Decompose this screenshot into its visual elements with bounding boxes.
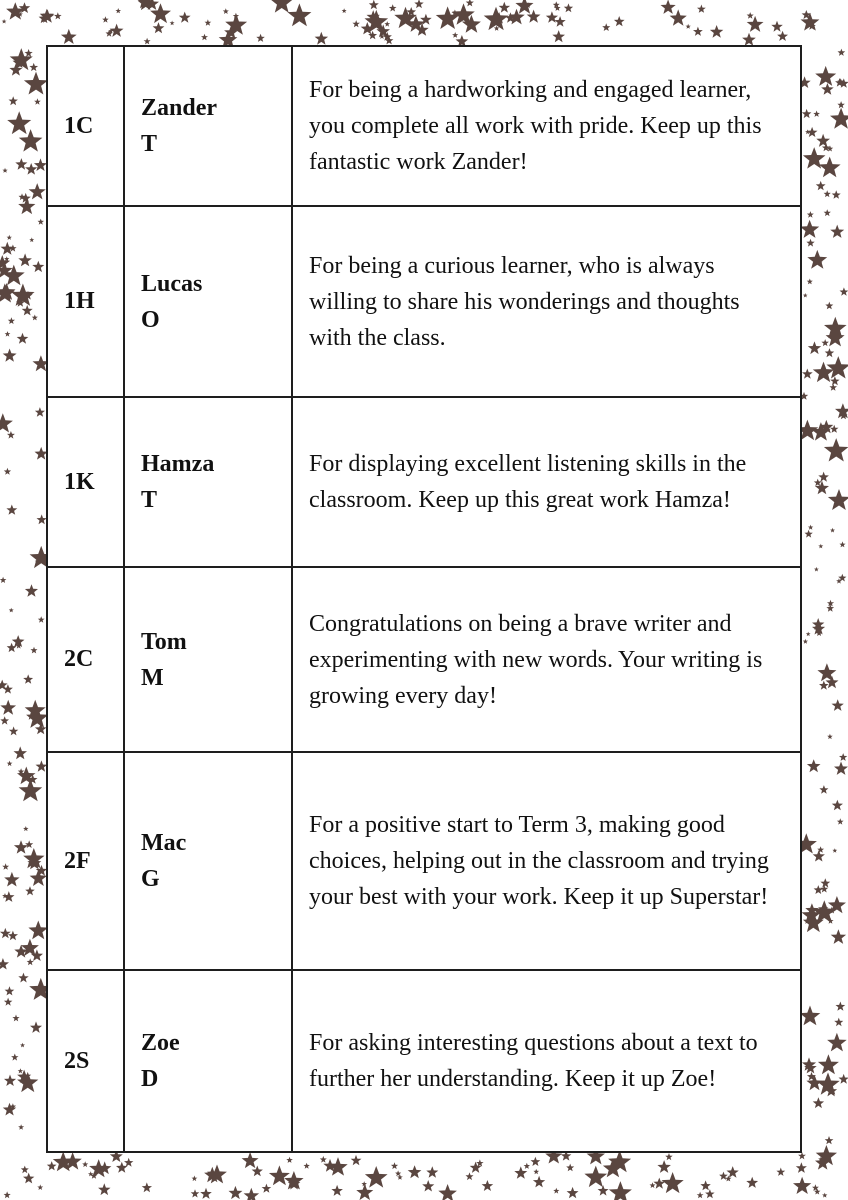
- star-icon: [29, 183, 46, 199]
- star-icon: [179, 12, 191, 23]
- star-icon: [826, 328, 845, 346]
- star-icon: [805, 129, 810, 134]
- star-icon: [803, 293, 808, 298]
- star-icon: [553, 1, 560, 8]
- star-icon: [476, 1159, 484, 1166]
- star-icon: [825, 348, 835, 357]
- award-message: For asking interesting questions about a text to further her understanding. Keep it up Zoe!: [309, 1030, 758, 1092]
- star-icon: [802, 369, 813, 379]
- star-icon: [242, 1152, 259, 1168]
- star-icon: [776, 1168, 785, 1176]
- star-icon: [5, 986, 15, 995]
- star-icon: [482, 1180, 494, 1191]
- star-icon: [30, 1021, 42, 1033]
- student-last-initial: M: [141, 664, 164, 691]
- star-icon: [807, 759, 821, 772]
- award-message-cell: [293, 971, 800, 1151]
- star-icon: [834, 1018, 843, 1027]
- star-icon: [824, 190, 831, 197]
- star-icon: [4, 872, 19, 887]
- star-icon: [746, 1177, 758, 1188]
- star-icon: [533, 1169, 539, 1174]
- star-icon: [697, 5, 706, 13]
- student-first-name: Hamza: [141, 451, 215, 477]
- star-icon: [832, 190, 841, 199]
- star-icon: [116, 1162, 128, 1173]
- class-cell: 2C: [48, 568, 125, 751]
- star-icon: [819, 785, 828, 794]
- star-icon: [170, 21, 175, 26]
- star-icon: [315, 32, 329, 45]
- star-icon: [553, 1188, 559, 1194]
- star-icon: [23, 826, 28, 831]
- student-name-cell: [125, 971, 293, 1151]
- star-icon: [564, 3, 573, 12]
- star-icon: [19, 129, 43, 152]
- star-icon: [3, 349, 17, 362]
- star-icon: [817, 663, 836, 681]
- student-last-initial: D: [141, 1066, 159, 1092]
- star-icon: [567, 1187, 579, 1198]
- star-icon: [369, 0, 379, 9]
- star-icon: [818, 1054, 839, 1074]
- star-icon: [115, 8, 121, 13]
- star-icon: [832, 848, 837, 853]
- award-message: For being a curious learner, who is always willing to share his wonderings and thoughts with the class.: [309, 252, 740, 351]
- star-icon: [800, 220, 819, 238]
- star-icon: [9, 608, 14, 613]
- star-icon: [813, 111, 820, 117]
- star-icon: [422, 1180, 434, 1192]
- star-icon: [806, 239, 814, 247]
- star-icon: [23, 1173, 34, 1184]
- star-icon: [831, 929, 846, 944]
- star-icon: [747, 12, 754, 19]
- star-icon: [27, 958, 34, 965]
- star-icon: [693, 27, 703, 36]
- star-icon: [0, 700, 16, 715]
- star-icon: [201, 34, 208, 41]
- class-cell: 1H: [48, 207, 125, 396]
- star-icon: [821, 339, 829, 346]
- star-icon: [244, 1188, 260, 1200]
- star-icon: [650, 1182, 656, 1188]
- star-icon: [771, 21, 783, 32]
- star-icon: [331, 1185, 343, 1196]
- star-icon: [742, 33, 756, 46]
- star-icon: [805, 530, 813, 538]
- star-icon: [815, 66, 836, 86]
- star-icon: [798, 1152, 806, 1159]
- star-icon: [8, 317, 15, 324]
- star-icon: [408, 1165, 422, 1178]
- star-icon: [814, 567, 819, 572]
- star-icon: [839, 753, 847, 761]
- star-icon: [38, 219, 45, 225]
- star-icon: [837, 818, 844, 824]
- star-icon: [21, 1166, 29, 1174]
- student-last-initial: T: [141, 131, 158, 157]
- star-icon: [35, 407, 45, 417]
- star-icon: [191, 1189, 200, 1197]
- star-icon: [819, 157, 841, 178]
- student-first-name: Zander: [141, 95, 218, 121]
- star-icon: [602, 23, 610, 31]
- award-row: [48, 398, 800, 568]
- star-icon: [832, 699, 844, 711]
- award-message-cell: [293, 398, 800, 566]
- star-icon: [555, 16, 566, 27]
- student-name-cell: [125, 207, 293, 396]
- star-icon: [15, 158, 27, 170]
- star-icon: [397, 1174, 403, 1179]
- star-icon: [700, 1180, 710, 1190]
- star-icon: [35, 723, 47, 734]
- star-icon: [0, 577, 6, 583]
- star-icon: [25, 886, 35, 895]
- star-icon: [82, 1161, 88, 1167]
- star-icon: [705, 1189, 715, 1198]
- star-icon: [144, 38, 151, 45]
- award-message: For being a hardworking and engaged learner, you complete all work with pride. Keep up this fantastic work Zander!: [309, 77, 762, 175]
- star-icon: [829, 384, 837, 391]
- star-icon: [827, 1033, 847, 1052]
- star-icon: [200, 1188, 212, 1199]
- star-icon: [4, 1075, 16, 1087]
- star-icon: [6, 2, 24, 19]
- star-icon: [252, 1166, 263, 1177]
- awards-table: [46, 45, 802, 1153]
- student-name-cell: [125, 753, 293, 969]
- star-icon: [609, 1181, 632, 1200]
- star-icon: [32, 315, 38, 321]
- star-icon: [818, 544, 823, 549]
- star-icon: [342, 8, 347, 13]
- student-last-initial: T: [141, 487, 158, 513]
- star-icon: [838, 49, 846, 56]
- star-icon: [807, 250, 827, 269]
- student-first-name: Zoe: [141, 1030, 180, 1056]
- class-cell: 1K: [48, 398, 125, 566]
- star-icon: [806, 632, 811, 637]
- award-message: Congratulations on being a brave writer and experimenting with new words. Your writing is growing every day!: [309, 610, 763, 709]
- star-icon: [18, 973, 28, 983]
- star-icon: [32, 261, 44, 272]
- star-icon: [30, 869, 47, 886]
- award-row: [48, 568, 800, 753]
- star-icon: [816, 134, 830, 147]
- star-icon: [813, 850, 825, 862]
- star-icon: [54, 12, 62, 19]
- star-icon: [12, 1015, 19, 1022]
- award-row: [48, 47, 800, 207]
- star-icon: [832, 800, 843, 811]
- star-icon: [7, 761, 13, 767]
- star-icon: [686, 24, 691, 29]
- star-icon: [37, 1184, 43, 1190]
- star-icon: [0, 958, 9, 970]
- star-icon: [5, 331, 11, 337]
- star-icon: [816, 181, 826, 190]
- star-icon: [262, 1184, 272, 1193]
- award-row: [48, 753, 800, 971]
- student-name-cell: [125, 398, 293, 566]
- star-icon: [304, 1163, 310, 1169]
- star-icon: [102, 16, 109, 22]
- star-icon: [286, 1157, 293, 1163]
- award-message-cell: [293, 568, 800, 751]
- star-icon: [839, 541, 845, 547]
- star-icon: [836, 1002, 846, 1011]
- star-icon: [584, 1166, 607, 1188]
- star-icon: [25, 49, 33, 57]
- star-icon: [828, 489, 848, 510]
- star-icon: [0, 716, 9, 724]
- star-icon: [826, 604, 834, 611]
- student-last-initial: O: [141, 306, 160, 333]
- star-icon: [808, 341, 821, 354]
- star-icon: [0, 413, 13, 432]
- star-icon: [710, 25, 723, 38]
- star-icon: [824, 209, 831, 216]
- star-icon: [14, 746, 28, 759]
- star-icon: [389, 4, 397, 11]
- star-icon: [614, 16, 625, 26]
- star-icon: [4, 468, 11, 475]
- star-icon: [499, 2, 511, 13]
- star-icon: [837, 101, 844, 108]
- class-cell: 1C: [48, 47, 125, 205]
- star-icon: [824, 438, 848, 461]
- star-icon: [830, 225, 844, 238]
- star-icon: [229, 1186, 243, 1199]
- star-icon: [320, 1156, 327, 1163]
- star-icon: [18, 253, 32, 266]
- star-icon: [807, 279, 813, 285]
- star-icon: [452, 32, 458, 38]
- student-first-name: Tom: [141, 628, 187, 655]
- star-icon: [466, 1172, 474, 1180]
- star-icon: [256, 34, 265, 42]
- award-message-cell: [293, 753, 800, 969]
- star-icon: [4, 998, 13, 1006]
- star-icon: [657, 1160, 671, 1173]
- star-icon: [365, 1166, 388, 1188]
- star-icon: [352, 20, 360, 27]
- star-icon: [466, 0, 474, 6]
- star-icon: [822, 1193, 827, 1198]
- star-icon: [29, 63, 38, 71]
- star-icon: [124, 1158, 133, 1167]
- star-icon: [777, 31, 788, 41]
- star-icon: [807, 211, 814, 218]
- star-icon: [9, 726, 18, 735]
- star-icon: [98, 1183, 110, 1195]
- star-icon: [436, 6, 460, 29]
- star-icon: [391, 1162, 398, 1169]
- star-icon: [747, 16, 764, 32]
- star-icon: [840, 287, 848, 295]
- star-icon: [533, 1176, 545, 1188]
- star-icon: [153, 22, 165, 33]
- star-icon: [834, 762, 848, 775]
- star-icon: [825, 302, 833, 310]
- star-icon: [14, 840, 28, 853]
- star-icon: [6, 505, 17, 515]
- star-icon: [825, 1136, 834, 1144]
- star-icon: [830, 528, 835, 533]
- star-icon: [4, 1191, 11, 1198]
- star-icon: [426, 1166, 438, 1178]
- star-icon: [47, 1161, 57, 1170]
- star-icon: [205, 19, 212, 26]
- star-icon: [793, 1177, 811, 1194]
- star-icon: [665, 1153, 673, 1160]
- star-icon: [697, 1192, 704, 1198]
- star-icon: [552, 30, 565, 42]
- student-name-cell: [125, 568, 293, 751]
- student-name-cell: [125, 47, 293, 205]
- star-icon: [18, 1124, 24, 1130]
- star-icon: [2, 19, 7, 24]
- star-icon: [25, 584, 38, 596]
- star-icon: [17, 333, 29, 344]
- star-icon: [24, 72, 48, 95]
- star-icon: [438, 1184, 457, 1200]
- award-row: [48, 207, 800, 398]
- star-icon: [223, 8, 229, 14]
- star-icon: [7, 235, 12, 240]
- star-icon: [287, 3, 311, 26]
- star-icon: [20, 1043, 25, 1048]
- award-message-cell: [293, 207, 800, 396]
- star-icon: [830, 108, 848, 129]
- student-last-initial: G: [141, 866, 160, 892]
- star-icon: [61, 29, 77, 44]
- award-message: For a positive start to Term 3, making good choices, helping out in the classroom and trying your best with your work. Keep it up Superstar!: [309, 812, 769, 910]
- star-icon: [0, 928, 11, 938]
- star-icon: [802, 109, 812, 118]
- star-icon: [3, 1103, 16, 1116]
- star-icon: [30, 647, 37, 654]
- star-icon: [806, 1075, 822, 1090]
- star-icon: [25, 840, 33, 848]
- star-icon: [819, 681, 829, 690]
- star-icon: [524, 1163, 530, 1169]
- star-icon: [34, 98, 41, 104]
- class-cell: 2S: [48, 971, 125, 1151]
- star-icon: [813, 1097, 824, 1108]
- star-icon: [269, 1165, 290, 1185]
- star-icon: [661, 0, 676, 14]
- star-icon: [827, 734, 833, 739]
- star-icon: [18, 1068, 23, 1073]
- star-icon: [827, 356, 848, 378]
- star-icon: [271, 0, 293, 13]
- award-message-cell: [293, 47, 800, 205]
- star-icon: [598, 1185, 609, 1196]
- star-icon: [7, 431, 15, 439]
- star-icon: [1, 242, 15, 255]
- star-icon: [515, 0, 533, 14]
- star-icon: [820, 878, 830, 887]
- star-icon: [839, 1074, 848, 1084]
- star-icon: [11, 1054, 18, 1061]
- star-icon: [803, 639, 808, 644]
- star-icon: [800, 1006, 821, 1026]
- student-first-name: Mac: [141, 830, 187, 856]
- star-icon: [351, 1155, 362, 1165]
- star-icon: [796, 1162, 807, 1173]
- star-icon: [23, 674, 33, 683]
- star-icon: [653, 1178, 665, 1189]
- star-icon: [818, 472, 829, 482]
- star-icon: [531, 1157, 541, 1166]
- star-icon: [110, 24, 124, 37]
- star-icon: [53, 1152, 74, 1172]
- star-icon: [142, 1182, 152, 1192]
- star-icon: [9, 96, 18, 105]
- star-icon: [414, 0, 423, 8]
- star-icon: [814, 885, 823, 894]
- star-icon: [7, 111, 31, 134]
- class-cell: 2F: [48, 753, 125, 969]
- star-icon: [38, 616, 45, 622]
- award-row: [48, 971, 800, 1151]
- star-icon: [2, 168, 7, 173]
- star-icon: [384, 21, 390, 27]
- star-icon: [662, 1172, 684, 1193]
- star-icon: [2, 863, 9, 870]
- star-icon: [192, 1176, 198, 1182]
- star-icon: [566, 1164, 574, 1172]
- student-first-name: Lucas: [141, 270, 203, 297]
- star-icon: [25, 163, 37, 175]
- star-icon: [29, 237, 34, 242]
- star-icon: [808, 525, 813, 530]
- star-icon: [812, 1184, 819, 1191]
- award-message: For displaying excellent listening skills in the classroom. Keep up this great work Hamza!: [309, 451, 747, 513]
- star-icon: [22, 305, 33, 316]
